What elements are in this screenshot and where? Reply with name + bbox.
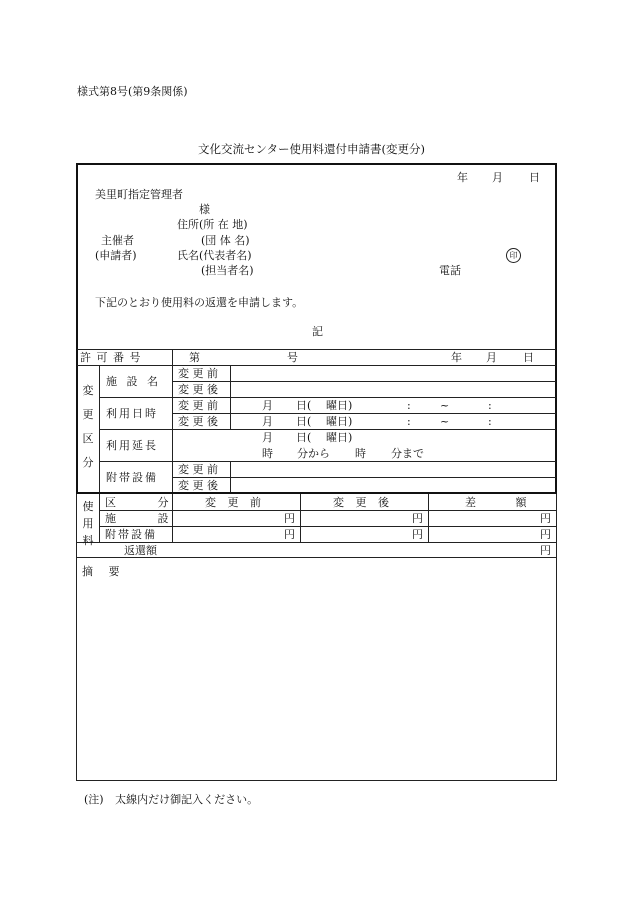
fee-section-label: 使 用 料 xyxy=(82,500,94,547)
dt-before-weekday: 曜日) xyxy=(326,399,353,412)
remarks-label: 摘 要 xyxy=(82,565,126,578)
yen-equipment-after: 円 xyxy=(412,528,423,541)
yen-facility-before: 円 xyxy=(284,512,295,525)
addressee: 美里町指定管理者 xyxy=(95,188,183,201)
permit-day: 日 xyxy=(523,351,534,364)
ext-hour2: 時 xyxy=(355,447,366,460)
footnote: (注) 太線内だけ御記入ください。 xyxy=(84,793,259,806)
representative-name-label: 氏名(代表者名) xyxy=(177,249,252,262)
organizer-label: 主催者 xyxy=(101,234,134,247)
dt-after-weekday: 曜日) xyxy=(326,415,353,428)
fee-header-after: 変 更 後 xyxy=(333,496,393,509)
dt-before-month: 月 xyxy=(262,399,273,412)
permit-number-label: 許 可 番 号 xyxy=(80,351,142,364)
usage-extension-label: 利用延長 xyxy=(106,439,158,452)
ki-label: 記 xyxy=(312,325,323,338)
permit-go: 号 xyxy=(287,351,298,364)
date-year: 年 xyxy=(457,171,468,184)
applicant-label: (申請者) xyxy=(95,249,137,262)
ext-month: 月 xyxy=(262,431,273,444)
facility-before-label: 変 更 前 xyxy=(178,367,218,380)
form-number: 様式第8号(第9条関係) xyxy=(77,85,188,98)
fee-row-facility: 施 設 xyxy=(105,512,169,525)
equipment-before-label: 変 更 前 xyxy=(178,463,218,476)
address-label: 住所(所 在 地) xyxy=(177,218,248,231)
dt-after-day: 日( xyxy=(296,415,312,428)
dt-after-tilde: ~ xyxy=(440,415,450,428)
dt-before-colon2: : xyxy=(488,399,492,412)
equipment-label: 附帯設備 xyxy=(106,471,158,484)
form-title: 文化交流センター使用料還付申請書(変更分) xyxy=(198,142,426,156)
fee-row-equipment: 附帯設備 xyxy=(105,528,157,541)
facility-name-label: 施 設 名 xyxy=(106,375,161,388)
yen-equipment-diff: 円 xyxy=(540,528,551,541)
yen-facility-after: 円 xyxy=(412,512,423,525)
ext-hour: 時 xyxy=(262,447,273,460)
group-name-label: (団 体 名) xyxy=(201,234,250,247)
fee-header-before: 変 更 前 xyxy=(205,496,265,509)
date-month: 月 xyxy=(492,171,503,184)
dt-before-tilde: ~ xyxy=(440,399,450,412)
phone-label: 電話 xyxy=(439,264,461,277)
yen-facility-diff: 円 xyxy=(540,512,551,525)
permit-year: 年 xyxy=(451,351,462,364)
fee-header-category: 区 分 xyxy=(105,496,169,509)
contact-person-label: (担当者名) xyxy=(201,264,254,277)
datetime-after-label: 変 更 後 xyxy=(178,415,218,428)
ext-from: 分から xyxy=(297,447,330,460)
ext-weekday: 曜日) xyxy=(326,431,353,444)
date-day: 日 xyxy=(529,171,540,184)
yen-refund: 円 xyxy=(540,544,551,557)
addressee-honorific: 様 xyxy=(199,203,210,216)
request-text: 下記のとおり使用料の返還を申請します。 xyxy=(95,296,304,309)
ext-day: 日( xyxy=(296,431,312,444)
dt-before-colon1: : xyxy=(407,399,411,412)
dt-after-colon1: : xyxy=(407,415,411,428)
facility-after-label: 変 更 後 xyxy=(178,383,218,396)
datetime-before-label: 変 更 前 xyxy=(178,399,218,412)
refund-amount-label: 返還額 xyxy=(124,544,157,557)
permit-dai: 第 xyxy=(189,351,200,364)
usage-datetime-label: 利用日時 xyxy=(106,407,158,420)
seal-mark: 印 xyxy=(506,248,521,263)
permit-month: 月 xyxy=(486,351,497,364)
ext-until: 分まで xyxy=(391,447,424,460)
fee-header-difference: 差 額 xyxy=(465,496,527,509)
dt-before-day: 日( xyxy=(296,399,312,412)
yen-equipment-before: 円 xyxy=(284,528,295,541)
dt-after-colon2: : xyxy=(488,415,492,428)
equipment-after-label: 変 更 後 xyxy=(178,479,218,492)
change-category-label: 変 更 区 分 xyxy=(82,384,94,469)
dt-after-month: 月 xyxy=(262,415,273,428)
